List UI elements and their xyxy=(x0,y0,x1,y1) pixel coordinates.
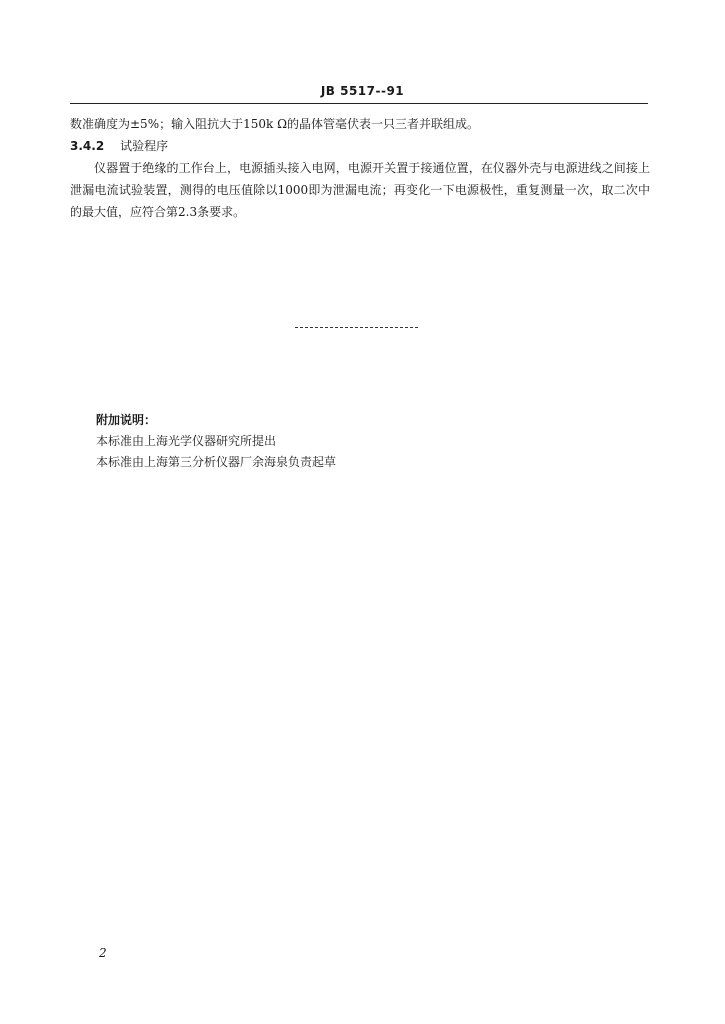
procedure-paragraph: 仪器置于绝缘的工作台上，电源插头接入电网，电源开关置于接通位置，在仪器外壳与电源进线之间接上泄漏电流试验装置，测得的电压值除以1000即为泄漏电流；再变化一下电源极性，重复测量一次，取二次中的最大值，应符合第2.3条要求。 xyxy=(70,161,650,219)
notes-line-proposer: 本标准由上海光学仪器研究所提出 xyxy=(96,434,277,448)
end-of-standard-rule xyxy=(295,327,418,328)
header-divider xyxy=(70,103,648,104)
continued-text-line: 数准确度为±5%；输入阻抗大于150k Ω的晶体管毫伏表一只三者并联组成。 xyxy=(70,117,480,131)
standard-code-header: JB 5517--91 xyxy=(320,84,405,98)
section-heading xyxy=(70,135,168,157)
section-title: 试验程序 xyxy=(120,139,169,153)
notes-line-drafter: 本标准由上海第三分析仪器厂余海泉负责起草 xyxy=(96,455,337,469)
section-number: 3.4.2 xyxy=(70,139,105,153)
notes-title: 附加说明： xyxy=(96,413,157,427)
page-number: 2 xyxy=(99,946,107,960)
additional-notes xyxy=(96,410,496,473)
